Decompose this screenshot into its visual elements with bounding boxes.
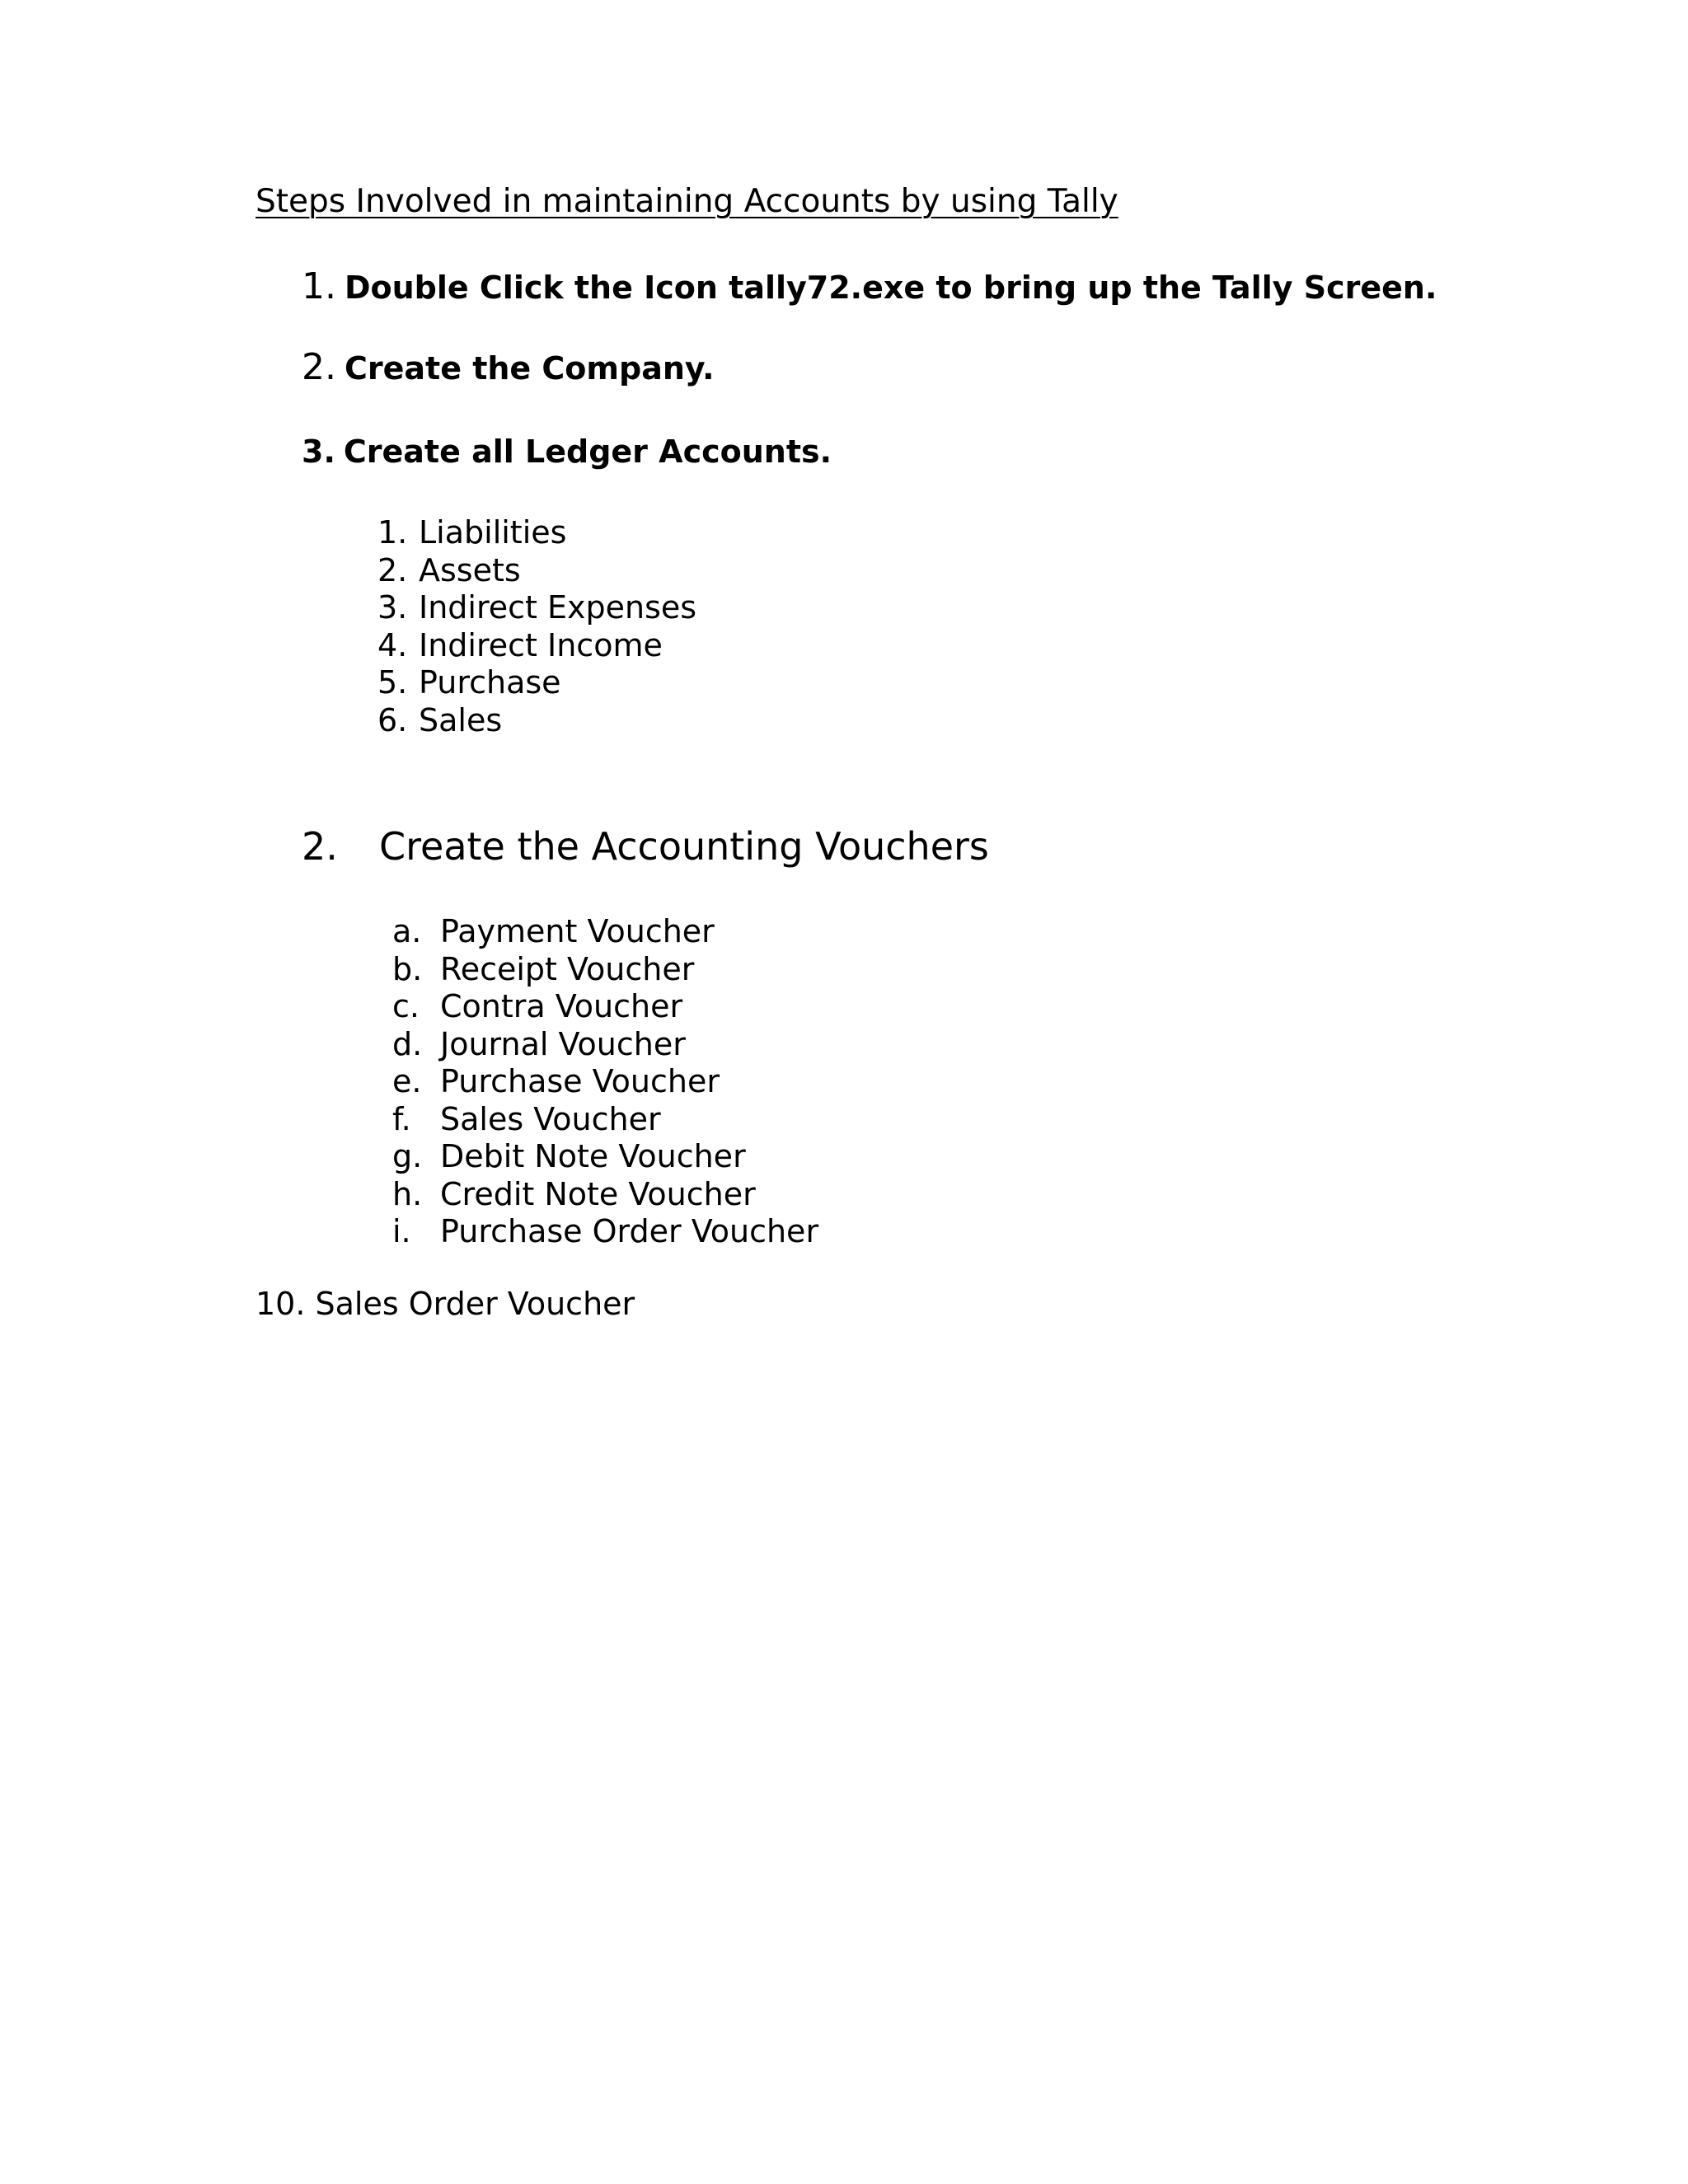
list-item bbox=[392, 1176, 818, 1214]
vouchers-heading bbox=[302, 824, 989, 869]
list-item-marker: a. bbox=[392, 913, 422, 949]
step-2 bbox=[302, 346, 715, 388]
list-item bbox=[392, 1026, 818, 1064]
list-item bbox=[392, 951, 818, 989]
list-item bbox=[377, 552, 696, 590]
list-item-number: 2. bbox=[377, 551, 408, 588]
list-item-number: 5. bbox=[377, 664, 408, 701]
list-item bbox=[377, 702, 696, 740]
list-item-text: Contra Voucher bbox=[440, 988, 683, 1024]
vouchers-list bbox=[392, 913, 818, 1251]
list-item bbox=[377, 589, 696, 627]
ledger-accounts-list bbox=[377, 514, 696, 739]
list-item-text: Receipt Voucher bbox=[440, 950, 695, 987]
list-item-text: Credit Note Voucher bbox=[440, 1175, 756, 1212]
list-item-text: Purchase Order Voucher bbox=[440, 1213, 819, 1249]
step-text: Create all Ledger Accounts. bbox=[343, 434, 832, 470]
document-heading: Steps Involved in maintaining Accounts by using Tally bbox=[256, 183, 1118, 220]
list-item-text: Assets bbox=[419, 551, 521, 588]
step-number: 3. bbox=[302, 434, 335, 470]
list-item bbox=[392, 913, 818, 951]
list-item-text: Debit Note Voucher bbox=[440, 1138, 746, 1174]
list-item-marker: i. bbox=[392, 1213, 411, 1249]
vouchers-heading-text: Create the Accounting Vouchers bbox=[379, 824, 989, 869]
list-item-number: 4. bbox=[377, 626, 408, 663]
step-3 bbox=[302, 434, 832, 470]
list-item-text: Indirect Expenses bbox=[419, 589, 697, 626]
list-item-text: Purchase bbox=[419, 664, 561, 701]
list-item-text: Payment Voucher bbox=[440, 913, 715, 949]
list-item bbox=[392, 1101, 818, 1139]
list-item-text: Sales bbox=[419, 701, 503, 738]
list-item-marker: h. bbox=[392, 1175, 423, 1212]
list-item bbox=[392, 1138, 818, 1176]
list-item-text: Journal Voucher bbox=[440, 1025, 686, 1062]
step-text: Create the Company. bbox=[344, 350, 715, 387]
list-item-marker: g. bbox=[392, 1138, 423, 1174]
list-item-marker: c. bbox=[392, 988, 420, 1024]
list-item-text: Liabilities bbox=[419, 514, 567, 551]
list-item-number: 3. bbox=[377, 589, 408, 626]
step-text: Double Click the Icon tally72.exe to bring up the Tally Screen. bbox=[344, 269, 1437, 306]
list-item bbox=[377, 514, 696, 552]
list-item-text: Indirect Income bbox=[419, 626, 663, 663]
list-item-text: Sales Voucher bbox=[440, 1100, 661, 1137]
list-item bbox=[392, 988, 818, 1026]
list-item-marker: e. bbox=[392, 1063, 422, 1099]
step-number: 1. bbox=[302, 265, 336, 307]
list-item-text: Purchase Voucher bbox=[440, 1063, 720, 1099]
step-number: 2. bbox=[302, 346, 336, 388]
list-item bbox=[377, 627, 696, 665]
vouchers-heading-number: 2. bbox=[302, 824, 338, 869]
list-item bbox=[392, 1213, 818, 1251]
list-item-number: 6. bbox=[377, 701, 408, 738]
list-item-marker: f. bbox=[392, 1100, 411, 1137]
step-1 bbox=[302, 265, 1437, 307]
sales-order-voucher-item: 10. Sales Order Voucher bbox=[256, 1286, 635, 1322]
list-item-number: 1. bbox=[377, 514, 408, 551]
list-item bbox=[392, 1063, 818, 1101]
list-item-marker: b. bbox=[392, 950, 423, 987]
list-item-marker: d. bbox=[392, 1025, 423, 1062]
list-item bbox=[377, 664, 696, 702]
